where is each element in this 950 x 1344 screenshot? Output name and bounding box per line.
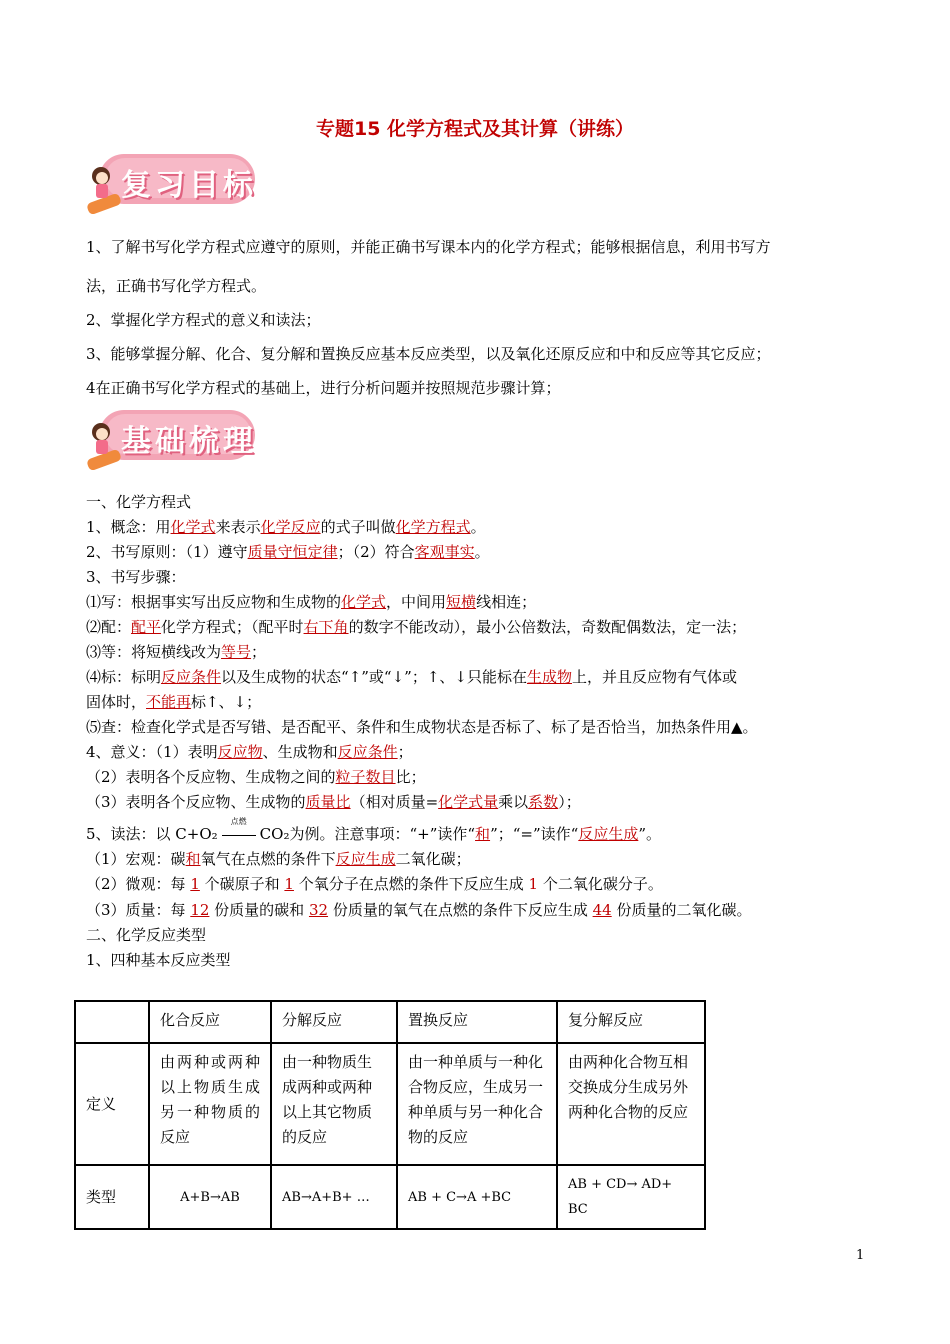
- table-cell: AB + C→A +BC: [397, 1165, 557, 1229]
- step-balance: ⑵配：配平化学方程式；（配平时右下角的数字不能改动），最小公倍数法，奇数配偶数法，定一法；: [86, 618, 747, 636]
- meaning-line-3: （3）表明各个反应物、生成物的质量比（相对质量=化学式量乘以系数）；: [86, 793, 581, 811]
- principle-line: 2、书写原则：（1）遵守质量守恒定律；（2）符合客观事实。: [86, 543, 490, 561]
- table-header-cell: 分解反应: [271, 1001, 397, 1043]
- reading-line: 5、读法：以 C+O₂ 点燃 CO₂为例。注意事项：“+”读作“和”；“=”读作“反应生成”。: [86, 817, 661, 843]
- meaning-line: 4、意义：（1）表明反应物、生成物和反应条件；: [86, 743, 413, 761]
- banner-label: 复习目标: [121, 168, 257, 203]
- meaning-line-2: （2）表明各个反应物、生成物之间的粒子数目比；: [86, 768, 426, 786]
- table-header-cell: 化合反应: [149, 1001, 271, 1043]
- table-cell: AB→A+B+ …: [271, 1165, 397, 1229]
- section-heading: 一、化学方程式: [86, 493, 192, 511]
- subsection-heading: 1、四种基本反应类型: [86, 951, 231, 969]
- banner-basics: [85, 408, 257, 466]
- step-mark-cont: 固体时，不能再标↑、↓；: [86, 693, 262, 711]
- goal-line: 2、掌握化学方程式的意义和读法；: [86, 311, 321, 329]
- row-label: 类型: [75, 1165, 149, 1229]
- page-title: 专题15 化学方程式及其计算（讲练）: [315, 118, 635, 140]
- table-cell: 由两种化合物互相交换成分生成另外两种化合物的反应: [557, 1043, 705, 1165]
- reading-macro: （1）宏观：碳和氧气在点燃的条件下反应生成二氧化碳；: [86, 850, 471, 868]
- table-row: [75, 1043, 705, 1165]
- table-row: [75, 1165, 705, 1229]
- row-label: 定义: [75, 1043, 149, 1165]
- goal-line: 3、能够掌握分解、化合、复分解和置换反应基本反应类型，以及氧化还原反应和中和反应等其它反应；: [86, 345, 771, 363]
- step-equal: ⑶等：将短横线改为等号；: [86, 643, 267, 661]
- table-cell: 由两种或两种以上物质生成另一种物质的反应: [149, 1043, 271, 1165]
- steps-heading: 3、书写步骤：: [86, 568, 186, 586]
- reading-micro: （2）微观：每 1 个碳原子和 1 个氧分子在点燃的条件下反应生成 1 个二氧化碳分子。: [86, 875, 663, 893]
- step-mark: ⑷标：标明反应条件以及生成物的状态“↑”或“↓”；↑、↓只能标在生成物上，并且反应物有气体或: [86, 668, 738, 686]
- goal-line: 1、了解书写化学方程式应遵守的原则，并能正确书写课本内的化学方程式；能够根据信息，利用书写方: [86, 238, 771, 256]
- table-cell: 由一种单质与一种化合物反应，生成另一种单质与另一种化合物的反应: [397, 1043, 557, 1165]
- reading-mass: （3）质量：每 12 份质量的碳和 32 份质量的氧气在点燃的条件下反应生成 44 份质量的二氧化碳。: [86, 901, 752, 919]
- goal-line: 4在正确书写化学方程式的基础上，进行分析问题并按照规范步骤计算；: [86, 379, 561, 397]
- page-number: 1: [856, 1248, 865, 1263]
- table-header-cell: [75, 1001, 149, 1043]
- concept-line: 1、概念：用化学式来表示化学反应的式子叫做化学方程式。: [86, 518, 486, 536]
- banner-review-goals: [85, 152, 257, 210]
- girl-pencil-icon: [85, 162, 125, 222]
- section-heading: 二、化学反应类型: [86, 926, 207, 944]
- step-check: ⑸查：检查化学式是否写错、是否配平、条件和生成物状态是否标了、标了是否恰当，加热条件用▲。: [86, 718, 758, 736]
- goal-line: 法，正确书写化学方程式。: [86, 277, 267, 295]
- table-cell: A+B→AB: [149, 1165, 271, 1229]
- reaction-types-table: [74, 1000, 706, 1230]
- table-header-row: [75, 1001, 705, 1043]
- step-write: ⑴写：根据事实写出反应物和生成物的化学式，中间用短横线相连；: [86, 593, 537, 611]
- reaction-condition: 点燃: [218, 824, 260, 844]
- table-header-cell: 复分解反应: [557, 1001, 705, 1043]
- table-cell: 由一种物质生成两种或两种以上其它物质的反应: [271, 1043, 397, 1165]
- table-header-cell: 置换反应: [397, 1001, 557, 1043]
- banner-label: 基础梳理: [121, 424, 257, 459]
- girl-pencil-icon: [85, 418, 125, 478]
- table-cell: AB + CD→ AD+ BC: [557, 1165, 705, 1229]
